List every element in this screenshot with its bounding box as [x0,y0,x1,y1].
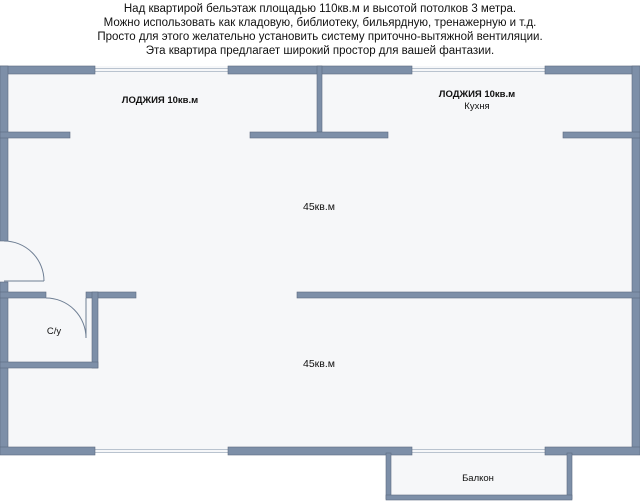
loggia-left-label: ЛОДЖИЯ 10кв.м [121,95,199,106]
bathroom-label: С/у [46,326,62,337]
balcony-label: Балкон [462,473,494,484]
intro-line-2: Можно использовать как кладовую, библиотеку, бильярдную, тренажерную и т.д. [103,17,537,29]
intro-line-4: Эта квартира предлагает широкий простор для вашей фантазии. [145,45,495,57]
intro-line-3: Просто для этого желательно установить систему приточно-вытяжной вентиляции. [97,31,543,43]
hall-top-area-label: 45кв.м [303,201,335,213]
intro-line-1: Над квартирой бельэтаж площадью 110кв.м и высотой потолков 3 метра. [123,3,517,15]
loggia-right-label: ЛОДЖИЯ 10кв.м [438,89,516,100]
hall-bottom-area-label: 45кв.м [303,358,335,370]
kitchen-label: Кухня [464,101,490,112]
